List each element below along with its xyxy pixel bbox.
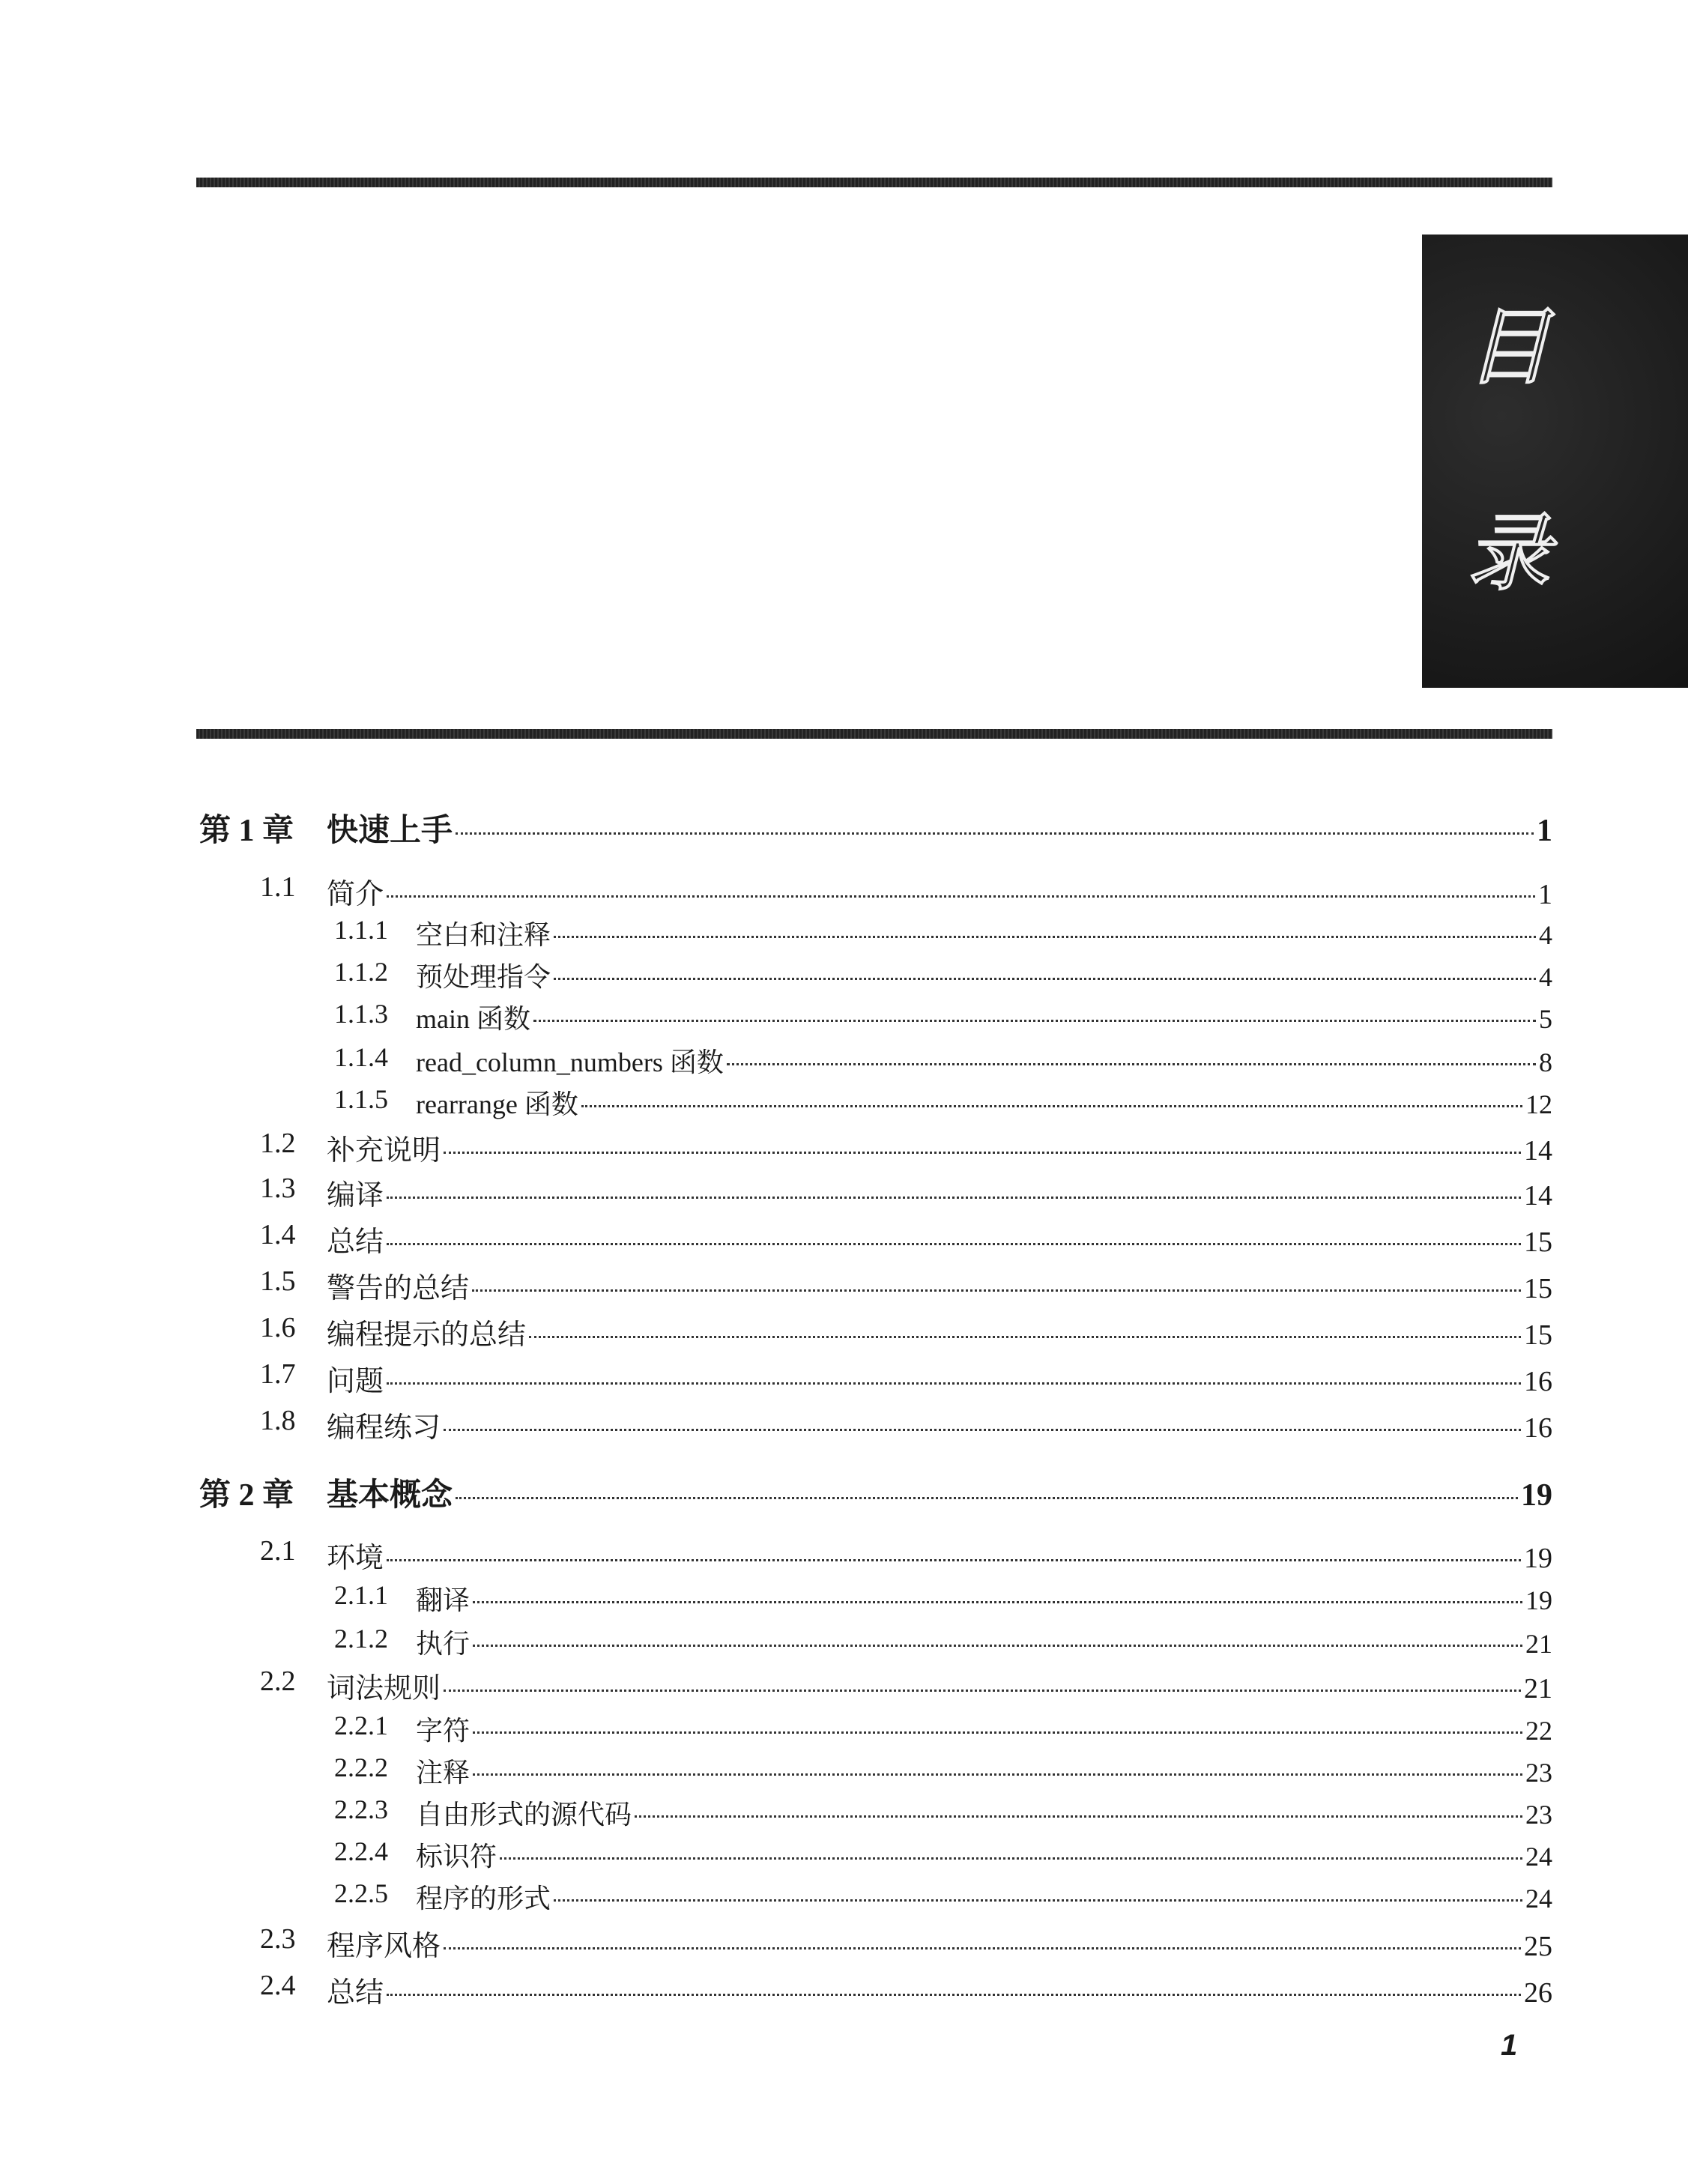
toc-leader-dots [456,832,1534,835]
toc-entry-title: main 函数 [416,1004,530,1034]
toc-entry-line [327,805,1552,850]
toc-entry-title: 编程提示的总结 [327,1319,527,1351]
toc-entry-chapter[interactable] [0,805,1688,848]
toc-leader-dots [387,1559,1521,1561]
toc-entry-subsection[interactable] [0,956,1688,993]
toc-entry-section[interactable] [0,871,1688,908]
toc-entry-title: 标识符 [416,1842,497,1872]
toc-entry-line [416,998,1552,1036]
toc-entry-subsection[interactable] [0,1083,1688,1121]
toc-leader-dots [581,1105,1522,1107]
toc-entry-title: 执行 [416,1629,471,1659]
toc-entry-number: 2.1 [260,1535,296,1567]
toc-entry-line [416,1041,1552,1080]
toc-entry-line [327,1127,1552,1168]
toc-entry-line [327,1218,1552,1259]
toc-entry-title: 自由形式的源代码 [416,1800,632,1830]
toc-entry-number: 1.5 [260,1265,296,1297]
toc-leader-dots [472,1289,1521,1292]
toc-leader-dots [727,1063,1536,1065]
toc-entry-page: 19 [1521,1478,1552,1513]
bottom-rule [196,729,1552,739]
toc-leader-dots [444,1152,1521,1154]
toc-entry-line [416,914,1552,952]
toc-entry-number: 2.2.2 [334,1752,388,1782]
toc-entry-section[interactable] [0,1923,1688,1960]
toc-leader-dots [554,978,1536,980]
toc-entry-number: 1.1.5 [334,1084,388,1114]
toc-entry-number: 2.2.1 [334,1710,388,1740]
toc-leader-dots [387,1382,1521,1385]
toc-entry-number: 1.8 [260,1405,296,1436]
toc-leader-dots [444,1690,1521,1692]
toc-leader-dots [529,1336,1521,1338]
toc-entry-page: 4 [1539,962,1552,992]
top-rule [196,178,1552,187]
toc-entry-title: 补充说明 [327,1135,441,1167]
toc-entry-page: 14 [1524,1135,1552,1167]
toc-entry-page: 15 [1524,1319,1552,1351]
toc-entry-line [416,1623,1552,1661]
toc-leader-dots [500,1857,1522,1860]
toc-entry-number: 2.2.4 [334,1836,388,1866]
toc-entry-page: 21 [1525,1629,1552,1659]
toc-entry-page: 12 [1525,1089,1552,1119]
toc-entry-line [416,1794,1552,1832]
toc-entry-page: 16 [1524,1366,1552,1397]
toc-entry-number: 1.1 [260,871,296,903]
toc-entry-subsection[interactable] [0,1878,1688,1915]
toc-entry-page: 24 [1525,1884,1552,1914]
toc-entry-section[interactable] [0,1265,1688,1302]
toc-entry-number: 2.1.2 [334,1624,388,1654]
toc-entry-subsection[interactable] [0,998,1688,1035]
toc-entry-line [327,1358,1552,1399]
toc-leader-dots [473,1601,1522,1603]
toc-entry-line [327,1534,1552,1576]
toc-leader-dots [635,1815,1522,1818]
toc-entry-page: 1 [1538,879,1552,910]
toc-entry-subsection[interactable] [0,914,1688,952]
toc-leader-dots [473,1645,1522,1647]
toc-entry-line [327,1969,1552,2010]
contents-title-char-2: 录 [1466,505,1550,602]
toc-entry-subsection[interactable] [0,1836,1688,1873]
toc-entry-page: 25 [1524,1931,1552,1962]
toc-entry-page: 1 [1537,814,1552,848]
toc-entry-title: 快速上手 [327,814,453,848]
toc-entry-line [327,1265,1552,1306]
toc-entry-subsection[interactable] [0,1579,1688,1617]
toc-entry-title: 简介 [327,879,384,910]
toc-entry-line [416,1083,1552,1122]
toc-entry-section[interactable] [0,1358,1688,1395]
toc-leader-dots [387,1994,1521,1996]
toc-entry-title: 问题 [327,1366,384,1397]
toc-entry-page: 14 [1524,1180,1552,1212]
toc-entry-line [327,871,1552,912]
toc-leader-dots [456,1497,1518,1499]
toc-entry-page: 4 [1539,920,1552,950]
toc-entry-number: 2.4 [260,1970,296,2001]
toc-entry-page: 15 [1524,1226,1552,1258]
toc-entry-section[interactable] [0,1534,1688,1572]
toc-entry-title: 程序风格 [327,1931,441,1962]
toc-entry-number: 1.4 [260,1219,296,1250]
toc-leader-dots [444,1947,1521,1949]
toc-entry-number: 1.6 [260,1312,296,1343]
toc-entry-section[interactable] [0,1311,1688,1349]
toc-entry-title: rearrange 函数 [416,1089,578,1119]
toc-entry-title: 总结 [327,1226,384,1258]
toc-entry-page: 23 [1525,1800,1552,1830]
toc-entry-number: 1.2 [260,1128,296,1159]
toc-entry-number: 1.1.2 [334,957,388,987]
toc-entry-number: 第 1 章 [199,814,294,848]
toc-entry-title: 注释 [416,1758,471,1788]
toc-entry-page: 16 [1524,1412,1552,1444]
toc-entry-line [416,1710,1552,1748]
toc-leader-dots [533,1020,1536,1022]
toc-leader-dots [387,1243,1521,1245]
toc-entry-title: 空白和注释 [416,920,551,950]
toc-entry-number: 1.1.1 [334,915,388,945]
toc-entry-number: 1.3 [260,1173,296,1204]
toc-entry-number: 2.2 [260,1666,296,1697]
toc-entry-title: 基本概念 [327,1478,453,1513]
toc-leader-dots [554,936,1536,938]
page-number: 1 [1501,2029,1518,2062]
toc-entry-number: 1.7 [260,1358,296,1390]
toc-entry-section[interactable] [0,1172,1688,1212]
toc-entry-page: 19 [1525,1585,1552,1615]
toc-entry-title: 警告的总结 [327,1273,470,1304]
toc-entry-page: 24 [1525,1842,1552,1872]
toc-entry-title: 环境 [327,1543,384,1574]
contents-title-block [1422,235,1688,688]
toc-entry-section[interactable] [0,1404,1688,1442]
toc-leader-dots [387,895,1535,898]
toc-entry-line [416,1878,1552,1916]
toc-entry-title: 编程练习 [327,1412,441,1444]
toc-leader-dots [444,1429,1521,1431]
toc-entry-page: 19 [1524,1543,1552,1574]
toc-entry-page: 5 [1539,1004,1552,1034]
toc-entry-line [327,1470,1552,1515]
toc-entry-title: 翻译 [416,1585,471,1615]
toc-entry-line [327,1404,1552,1445]
toc-entry-line [416,1579,1552,1618]
toc-leader-dots [387,1197,1521,1199]
toc-entry-page: 22 [1525,1716,1552,1746]
toc-entry-line [327,1665,1552,1706]
toc-entry-title: 总结 [327,1977,384,2009]
toc-entry-page: 15 [1524,1273,1552,1304]
toc-leader-dots [473,1773,1522,1776]
toc-entry-page: 8 [1539,1047,1552,1077]
toc-entry-title: 编译 [327,1180,384,1212]
toc-entry-line [416,1836,1552,1874]
toc-entry-title: 字符 [416,1716,471,1746]
toc-entry-chapter[interactable] [0,1470,1688,1513]
toc-leader-dots [554,1899,1522,1902]
toc-entry-title: 词法规则 [327,1673,441,1704]
toc-entry-page: 26 [1524,1977,1552,2009]
toc-entry-subsection[interactable] [0,1041,1688,1079]
toc-entry-line [416,1752,1552,1790]
contents-title-char-1: 目 [1466,299,1550,396]
toc-entry-section[interactable] [0,1218,1688,1256]
toc-entry-section[interactable] [0,1665,1688,1702]
toc-entry-title: 程序的形式 [416,1884,551,1914]
toc-entry-line [416,956,1552,994]
toc-entry-number: 第 2 章 [199,1478,294,1513]
toc-entry-subsection[interactable] [0,1710,1688,1747]
toc-entry-subsection[interactable] [0,1794,1688,1831]
toc-entry-number: 2.2.5 [334,1878,388,1908]
toc-entry-number: 1.1.4 [334,1042,388,1072]
toc-entry-section[interactable] [0,1127,1688,1167]
toc-entry-line [327,1923,1552,1964]
toc-leader-dots [473,1731,1522,1734]
toc-entry-section[interactable] [0,1969,1688,2009]
toc-entry-page: 23 [1525,1758,1552,1788]
toc-entry-subsection[interactable] [0,1752,1688,1789]
toc-entry-line [327,1172,1552,1213]
toc-entry-page: 21 [1524,1673,1552,1704]
toc-entry-title: read_column_numbers 函数 [416,1047,724,1077]
toc-entry-number: 2.1.1 [334,1580,388,1610]
toc-entry-number: 2.3 [260,1923,296,1955]
toc-entry-title: 预处理指令 [416,962,551,992]
toc-entry-subsection[interactable] [0,1623,1688,1660]
toc-entry-number: 2.2.3 [334,1794,388,1824]
toc-entry-line [327,1311,1552,1352]
toc-entry-number: 1.1.3 [334,999,388,1029]
